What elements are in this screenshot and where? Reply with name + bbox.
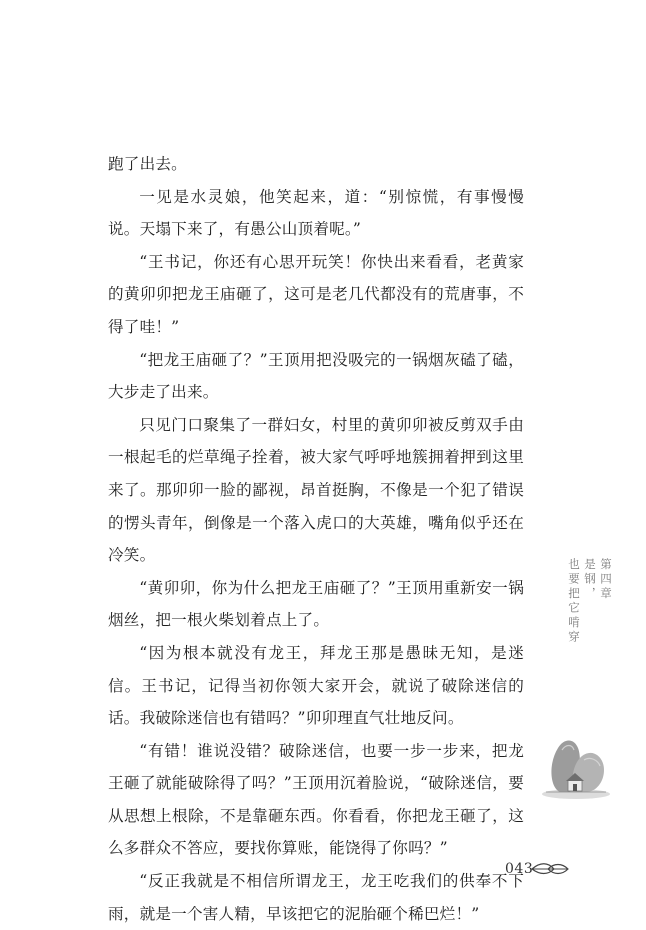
paragraph: 一见是水灵娘，他笑起来，道：“别惊慌，有事慢慢说。天塌下来了，有愚公山顶着呢。” <box>108 187 524 239</box>
body-text <box>108 148 524 930</box>
paragraph: “有错！谁说没错？破除迷信，也要一步一步来，把龙王砸了就能破除得了吗？”王顶用沉着脸说，“破除迷信，要从思想上根除，不是靠砸东西。你看看，你把龙王砸了，这么多群众不答应，要找你算账，能饶得了你吗？” <box>108 741 524 858</box>
tree-house-illustration-icon <box>540 734 612 800</box>
paragraph: “黄卯卯，你为什么把龙王庙砸了？”王顶用重新安一锅烟丝，把一根火柴划着点上了。 <box>108 578 524 630</box>
paragraph: “反正我就是不相信所谓龙王，龙王吃我们的供奉不下雨，就是一个害人精，早该把它的泥胎砸个稀巴烂！” <box>108 872 524 923</box>
chapter-sidebar <box>566 558 614 645</box>
chapter-title-line1: 是钢， <box>583 558 597 602</box>
chapter-title-line2: 也要把它啃穿 <box>567 558 581 645</box>
paragraph: 跑了出去。 <box>108 155 187 173</box>
paragraph: “因为根本就没有龙王，拜龙王那是愚昧无知，是迷信。王书记，记得当初你领大家开会，就说了破除迷信的话。我破除迷信也有错吗？”卯卯理直气壮地反问。 <box>108 643 524 728</box>
chapter-label: 第四章 <box>599 558 613 602</box>
paragraph: “王书记，你还有心思开玩笑！你快出来看看，老黄家的黄卯卯把龙王庙砸了，这可是老几代都没有的荒唐事，不得了哇！” <box>108 252 524 336</box>
paragraph: 只见门口聚集了一群妇女，村里的黄卯卯被反剪双手由一根起毛的烂草绳子拴着，被大家气呼呼地簇拥着押到这里来了。那卯卯一脸的鄙视，昂首挺胸，不像是一个犯了错误的愣头青年，倒像是一个落入虎口的大英雄，嘴角似乎还在冷笑。 <box>108 415 524 565</box>
page-number: 043 <box>505 861 534 877</box>
leaf-ornament-icon <box>530 860 570 878</box>
paragraph: “把龙王庙砸了？”王顶用把没吸完的一锅烟灰磕了磕，大步走了出来。 <box>108 350 524 402</box>
